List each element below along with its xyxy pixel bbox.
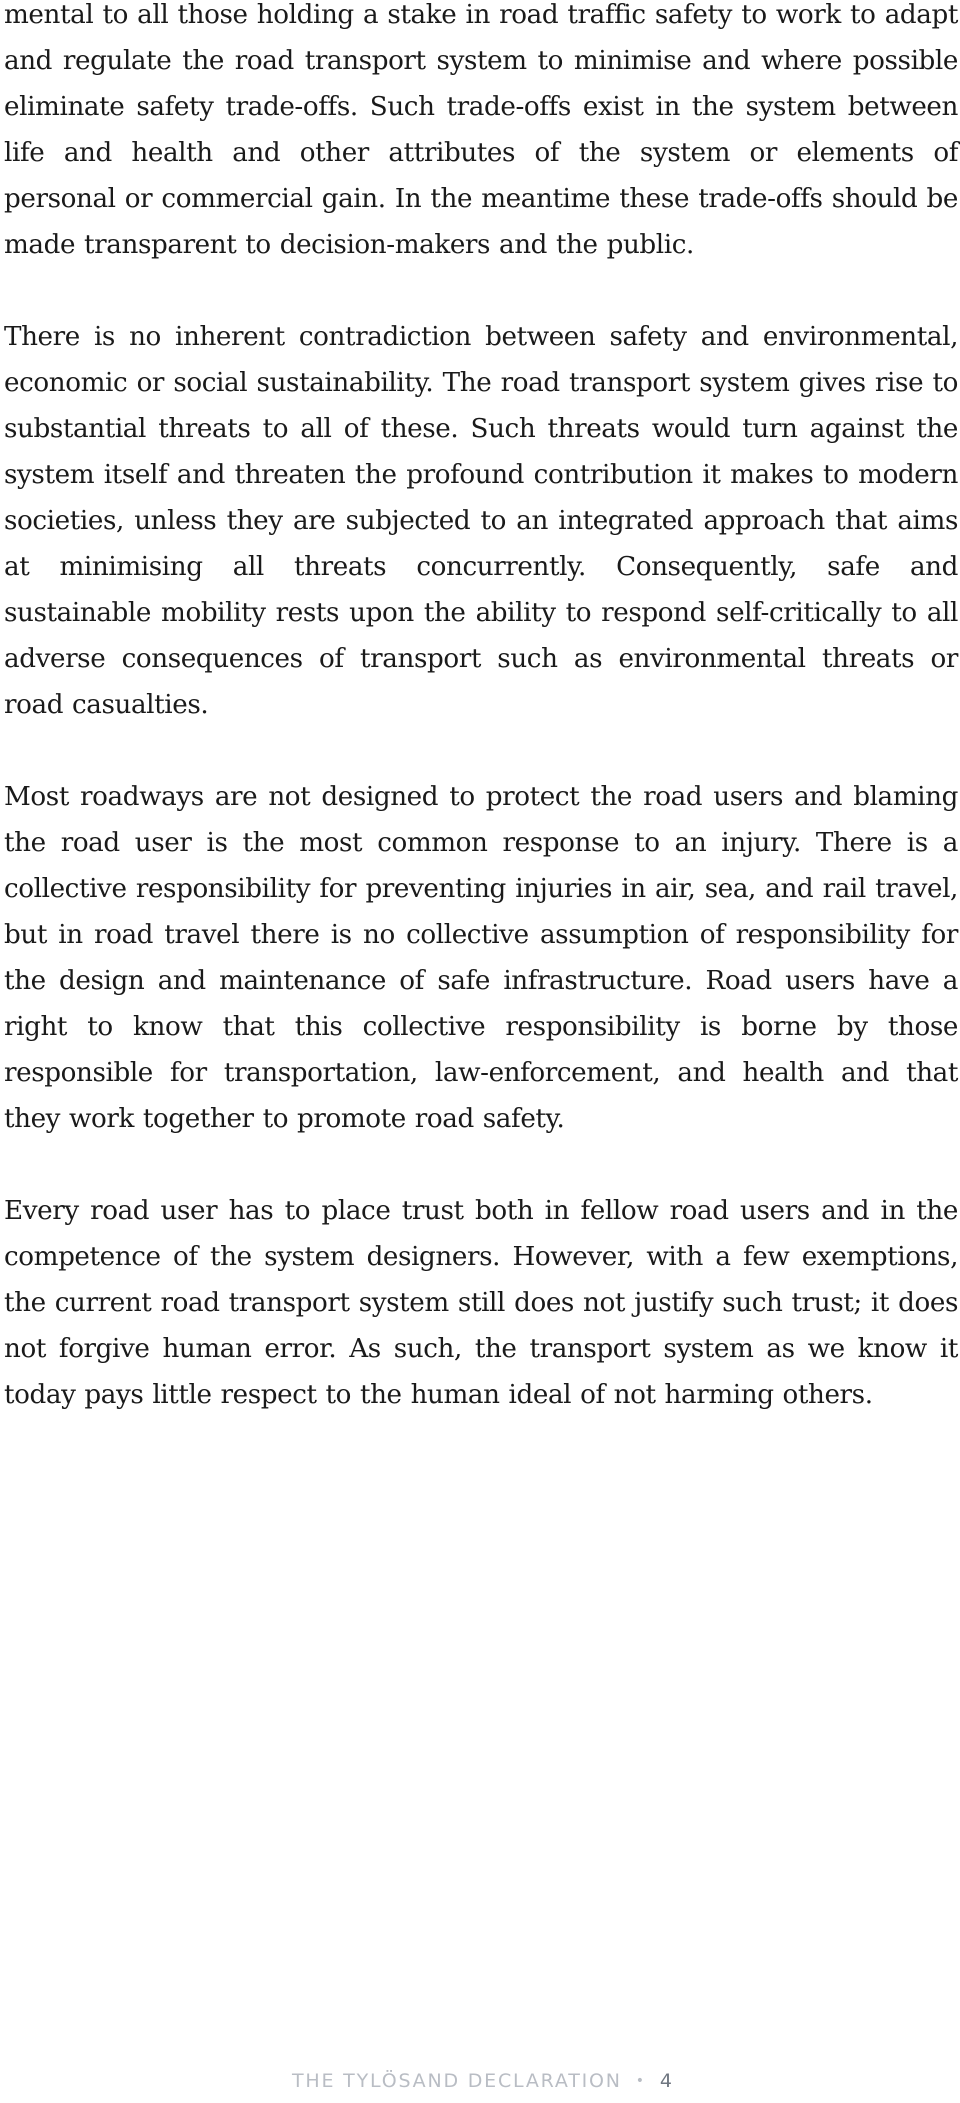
- page-footer: [4, 2070, 960, 2092]
- paragraph-2: There is no inherent contradiction between safety and environmental, economic or social sustainability. The road transport system gives rise to substantial threats to all of these. Such threats would turn against the system itself and threaten the profound contribution it makes to modern societies, unless they are subjected to an integrated approach that aims at minimising all threats concurrently. Consequently, safe and sustainable mobility rests upon the ability to respond self-critically to all adverse consequences of transport such as environmental threats or road casualties.: [4, 322, 958, 720]
- page-number: 4: [659, 2070, 672, 2092]
- footer-title: THE TYLÖSAND DECLARATION: [292, 2070, 622, 2092]
- footer-bullet-separator: •: [635, 2073, 646, 2089]
- document-page: [4, 0, 960, 2103]
- body-text: [4, 0, 958, 1464]
- paragraph-1: mental to all those holding a stake in road traffic safety to work to adapt and regulate the road transport system to minimise and where possible eliminate safety trade-offs. Such trade-offs exist in the system between life and health and other attributes of the system or elements of personal or commercial gain. In the meantime these trade-offs should be made transparent to decision-makers and the public.: [4, 0, 958, 260]
- paragraph-4: Every road user has to place trust both in fellow road users and in the competence of the system designers. However, with a few exemptions, the current road transport system still does not justify such trust; it does not forgive human error. As such, the transport system as we know it today pays little respect to the human ideal of not harming others.: [4, 1196, 958, 1410]
- paragraph-3: Most roadways are not designed to protect the road users and blaming the road user is the most common response to an injury. There is a collective responsibility for preventing injuries in air, sea, and rail travel, but in road travel there is no collective assumption of responsibility for the design and maintenance of safe infrastructure. Road users have a right to know that this collective responsibility is borne by those responsible for transportation, law-enforcement, and health and that they work together to promote road safety.: [4, 782, 958, 1134]
